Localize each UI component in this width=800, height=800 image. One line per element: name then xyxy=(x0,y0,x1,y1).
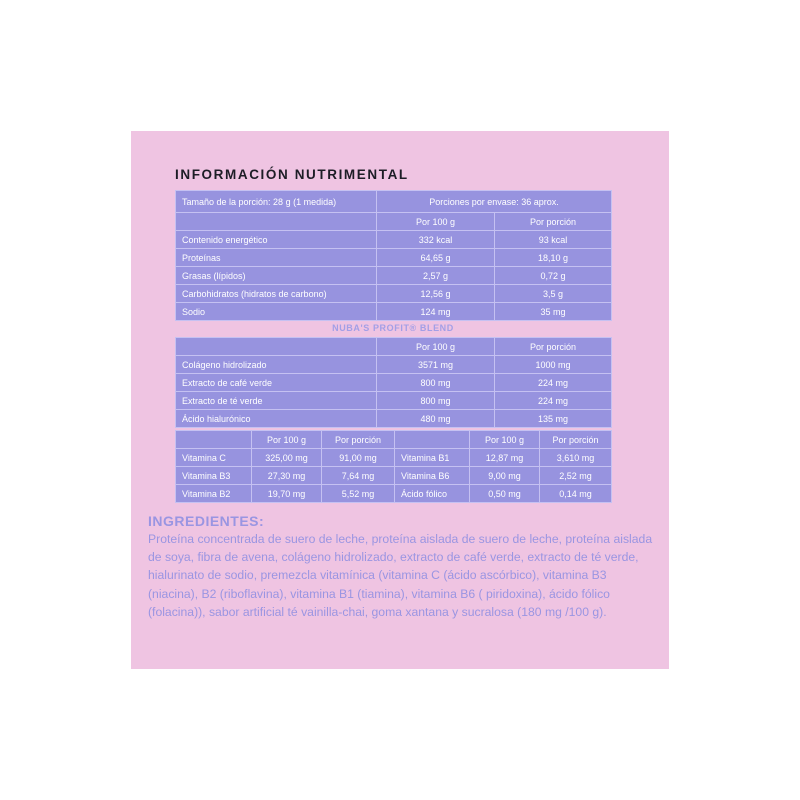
nutrient-per-100g: 124 mg xyxy=(377,303,495,321)
column-header-row xyxy=(176,338,612,356)
table-row xyxy=(176,374,612,392)
table-row xyxy=(176,449,612,467)
table-row xyxy=(176,392,612,410)
vitamin-per-portion: 7,64 mg xyxy=(322,467,395,485)
nutrient-name: Grasas (lípidos) xyxy=(176,267,377,285)
nutrient-per-100g: 12,56 g xyxy=(377,285,495,303)
table-row xyxy=(176,303,612,321)
header-blank xyxy=(176,431,252,449)
vitamins-table xyxy=(175,430,612,503)
nutrient-per-100g: 2,57 g xyxy=(377,267,495,285)
blend-title: NUBA'S PROFIT® BLEND xyxy=(332,323,454,333)
table-row xyxy=(176,467,612,485)
vitamin-name: Vitamina C xyxy=(176,449,252,467)
nutrient-per-portion: 35 mg xyxy=(495,303,612,321)
serving-size: Tamaño de la porción: 28 g (1 medida) xyxy=(176,191,377,213)
header-per-100g: Por 100 g xyxy=(377,338,495,356)
vitamin-name: Vitamina B3 xyxy=(176,467,252,485)
nutrient-per-100g: 332 kcal xyxy=(377,231,495,249)
nutrient-per-100g: 64,65 g xyxy=(377,249,495,267)
vitamin-per-100g: 27,30 mg xyxy=(252,467,322,485)
vitamin-per-100g: 325,00 mg xyxy=(252,449,322,467)
header-per-portion: Por porción xyxy=(322,431,395,449)
header-per-100g: Por 100 g xyxy=(252,431,322,449)
vitamin-per-portion: 5,52 mg xyxy=(322,485,395,503)
table-row xyxy=(176,285,612,303)
vitamin-name: Vitamina B1 xyxy=(395,449,470,467)
vitamin-name: Vitamina B6 xyxy=(395,467,470,485)
nutrient-per-portion: 93 kcal xyxy=(495,231,612,249)
header-per-portion: Por porción xyxy=(495,338,612,356)
header-blank xyxy=(176,213,377,231)
vitamin-per-portion: 2,52 mg xyxy=(540,467,612,485)
ingredient-name: Colágeno hidrolizado xyxy=(176,356,377,374)
column-header-row xyxy=(176,431,612,449)
vitamin-per-portion: 91,00 mg xyxy=(322,449,395,467)
blend-table xyxy=(175,337,612,428)
header-blank xyxy=(176,338,377,356)
vitamin-per-100g: 19,70 mg xyxy=(252,485,322,503)
ingredient-name: Extracto de café verde xyxy=(176,374,377,392)
servings-per-container: Porciones por envase: 36 aprox. xyxy=(377,191,612,213)
ingredients-text: Proteína concentrada de suero de leche, proteína aislada de suero de leche, proteína aislada de soya, fibra de avena, colágeno hidrolizado, extracto de café verde, extracto de té verde, hialurinato de sodio, premezcla vitamínica (vitamina C (ácido ascórbico), vitamina B3 (niacina), B2 (riboflavina), vitamina B1 (tiamina), vitamina B6 ( piridoxina), ácido fólico (folacina)), sabor artificial té vainilla-chai, goma xantana y sucralosa (180 mg /100 g). xyxy=(148,532,653,619)
vitamin-per-100g: 12,87 mg xyxy=(470,449,540,467)
vitamin-per-100g: 9,00 mg xyxy=(470,467,540,485)
column-header-row xyxy=(176,213,612,231)
serving-row xyxy=(176,191,612,213)
vitamin-per-portion: 3,610 mg xyxy=(540,449,612,467)
nutrient-name: Contenido energético xyxy=(176,231,377,249)
header-per-100g: Por 100 g xyxy=(470,431,540,449)
nutrient-per-portion: 0,72 g xyxy=(495,267,612,285)
ingredient-per-portion: 1000 mg xyxy=(495,356,612,374)
nutrition-table xyxy=(175,190,612,321)
vitamin-name: Vitamina B2 xyxy=(176,485,252,503)
header-per-100g: Por 100 g xyxy=(377,213,495,231)
ingredient-per-portion: 135 mg xyxy=(495,410,612,428)
nutrition-title: INFORMACIÓN NUTRIMENTAL xyxy=(175,167,409,182)
table-row xyxy=(176,356,612,374)
header-per-portion: Por porción xyxy=(540,431,612,449)
ingredient-per-100g: 800 mg xyxy=(377,392,495,410)
nutrient-name: Sodio xyxy=(176,303,377,321)
vitamin-per-100g: 0,50 mg xyxy=(470,485,540,503)
nutrient-per-portion: 18,10 g xyxy=(495,249,612,267)
table-row xyxy=(176,231,612,249)
table-row xyxy=(176,249,612,267)
ingredient-name: Extracto de té verde xyxy=(176,392,377,410)
table-row xyxy=(176,410,612,428)
vitamin-per-portion: 0,14 mg xyxy=(540,485,612,503)
nutrient-name: Proteínas xyxy=(176,249,377,267)
ingredients-title: INGREDIENTES: xyxy=(148,513,265,529)
ingredient-per-100g: 800 mg xyxy=(377,374,495,392)
table-row xyxy=(176,485,612,503)
ingredient-per-100g: 3571 mg xyxy=(377,356,495,374)
ingredient-per-portion: 224 mg xyxy=(495,374,612,392)
nutrient-per-portion: 3,5 g xyxy=(495,285,612,303)
nutrition-label-panel xyxy=(131,131,669,669)
vitamin-name: Ácido fólico xyxy=(395,485,470,503)
table-row xyxy=(176,267,612,285)
header-blank xyxy=(395,431,470,449)
ingredient-per-100g: 480 mg xyxy=(377,410,495,428)
ingredient-name: Ácido hialurónico xyxy=(176,410,377,428)
ingredient-per-portion: 224 mg xyxy=(495,392,612,410)
header-per-portion: Por porción xyxy=(495,213,612,231)
nutrient-name: Carbohidratos (hidratos de carbono) xyxy=(176,285,377,303)
